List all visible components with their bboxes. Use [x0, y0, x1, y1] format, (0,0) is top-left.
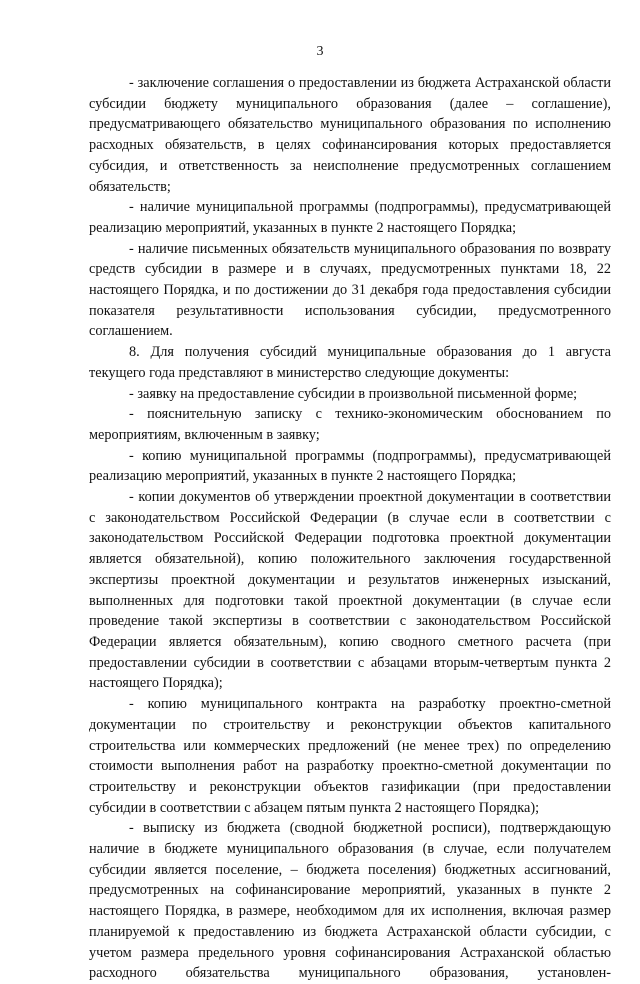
paragraph-program-copy: - копию муниципальной программы (подпрограммы), предусматривающей реализацию мероприятий, указанных в пункте 2 настоящего Порядка; — [89, 447, 611, 485]
paragraph-explanatory-note: - пояснительную записку с технико-экономическим обоснованием по мероприятиям, включенным в заявку; — [89, 406, 611, 443]
paragraph-agreement-condition: - заключение соглашения о предоставлении из бюджета Астраханской области субсидии бюджету муниципального образования (далее – соглашение), предусматривающего обязательство муниципального образования по исполнению расходных обязательств, в целях софинансирования которых предоставляется субсидия, и ответственность за неисполнение предусмотренных соглашением обязательств; — [89, 75, 611, 195]
paragraph-written-obligations-condition: - наличие письменных обязательств муниципального образования по возврату средств субсидии в размере и в случаях, предусмотренных пунктами 18, 22 настоящего Порядка, и по достижении до 31 декабря года предоставления субсидии показателя результативности использования субсидии, предусмотренного соглашением. — [89, 240, 611, 340]
paragraph-municipal-contract: - копию муниципального контракта на разработку проектно-сметной документации по строительству и реконструкции объектов капитального строительства или коммерческих предложений (не менее трех) по определению стоимости выполнения работ на разработку проектно-сметной документации по строительству и реконструкции объектов газификации (при предоставлении субсидии в соответствии с абзацем пятым пункта 2 настоящего Порядка); — [89, 696, 611, 816]
paragraph-clause-8: 8. Для получения субсидий муниципальные образования до 1 августа текущего года представляют в министерство следующие документы: — [89, 344, 611, 381]
paragraph-project-documents: - копии документов об утверждении проектной документации в соответствии с законодательством Российской Федерации (в случае если в соответствии с законодательством Российской Федерации подготовка проектной документации является обязательной), копию положительного заключения государственной экспертизы проектной документации и результатов инженерных изысканий, выполненных для подготовки такой проектной документации (в случае если проведение такой экспертизы в соответствии с законодательством Российской Федерации является обязательным), копию сводного сметного расчета (при предоставлении субсидии в соответствии с абзацами вторым-четвертым пункта 2 настоящего Порядка); — [89, 489, 611, 692]
page-number: 3 — [316, 44, 324, 59]
paragraph-municipal-program-condition: - наличие муниципальной программы (подпрограммы), предусматривающей реализацию мероприятий, указанных в пункте 2 настоящего Порядка; — [89, 199, 611, 236]
paragraph-application: - заявку на предоставление субсидии в произвольной письменной форме; — [129, 385, 578, 402]
paragraph-budget-extract: - выписку из бюджета (сводной бюджетной росписи), подтверждающую наличие в бюджете муниципального образования (в случае, если получателем субсидии является поселение, – бюджета поселения) бюджетных ассигнований, предусмотренных на софинансирование мероприятий, указанных в пункте 2 настоящего Порядка, в размере, необходимом для их исполнения, включая размер планируемой к предоставлению из бюджета Астраханской области субсидии, с учетом размера предельного уровня софинансирования Астраханской областью расходного обязательства муниципального образования, установлен- — [89, 820, 611, 982]
document-body — [89, 73, 611, 984]
